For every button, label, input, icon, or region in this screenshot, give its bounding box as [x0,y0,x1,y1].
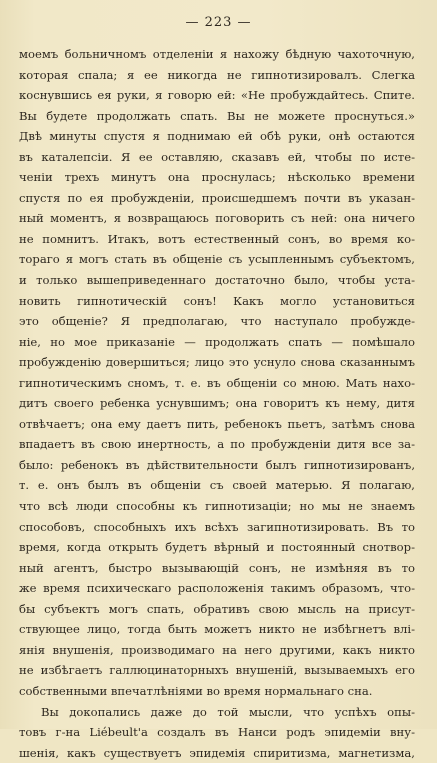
text-line: которая спала; я ее никогда не гипнотизировалъ. Слегка [19,67,415,82]
text-line: ствующее лицо, тогда быть можетъ никто не избѣгнетъ влі- [19,622,415,637]
text-line: бы субъектъ могъ спать, обративъ свою мысль на присут- [19,601,415,616]
text-line: не помнитъ. Итакъ, вотъ естественный сонъ, во время ко- [19,231,415,246]
text-line: способовъ, способныхъ ихъ всѣхъ загипнотизировать. Въ то [19,519,415,534]
text-line: Вы будете продолжать спать. Вы не можете проснуться.» [19,108,415,123]
text-line: было: ребенокъ въ дѣйствительности былъ гипнотизированъ, [19,457,415,472]
text-line: шенія, какъ существуетъ эпидемія спиритизма, магнетизма, [19,745,415,760]
text-line: собственными впечатлѣніями во время нормальнаго сна. [19,683,373,698]
text-line: коснувшись ея руки, я говорю ей: «Не пробуждайтесь. Спите. [19,88,415,103]
body-text [19,44,415,763]
text-line: ченіи трехъ минутъ она проснулась; нѣсколько времени [19,170,415,185]
text-line: отвѣчаетъ; она ему даетъ пить, ребенокъ пьетъ, затѣмъ снова [19,416,415,431]
text-line: и только вышеприведеннаго достаточно было, чтобы уста- [19,273,415,288]
text-line: тораго я могъ стать въ общеніе съ усыпленнымъ субъектомъ, [19,252,415,267]
text-line: т. е. онъ былъ въ общеніи съ своей матерью. Я полагаю, [19,478,415,493]
text-line: что всѣ люди способны къ гипнотизаціи; но мы не знаемъ [19,499,415,514]
text-line: не избѣгаетъ галлюцинаторныхъ внушеній, вызываемыхъ его [19,663,415,678]
text-line: время, когда открыть будетъ вѣрный и постоянный снотвор- [19,540,415,555]
text-line: новить гипнотическій сонъ! Какъ могло установиться [19,293,415,308]
page-number: — 223 — [185,15,252,30]
text-line: же время психическаго расположенія такимъ образомъ, что- [19,581,415,596]
text-line: моемъ больничномъ отделеніи я нахожу бѣдную чахоточную, [19,47,415,61]
text-line: дитъ своего ребенка уснувшимъ; она говоритъ къ нему, дитя [19,396,415,411]
text-line: ніе, но мое приказаніе — продолжать спать — помѣшало [19,334,415,349]
text-line: янія внушенія, производимаго на него другими, какъ никто [19,642,415,657]
text-line: товъ г-на Liébeult'а создалъ въ Нанси родъ эпидеміи вну- [19,725,415,740]
text-line: гипнотическимъ сномъ, т. е. въ общеніи со мною. Мать нахо- [19,375,415,390]
text-line: это общеніе? Я предполагаю, что наступало пробужде- [19,314,415,329]
text-line: въ каталепсіи. Я ее оставляю, сказавъ ей, чтобы по исте- [19,149,415,164]
text-line: пробужденію довершиться; лицо это уснуло снова сказаннымъ [19,355,415,370]
text-line: спустя по ея пробужденіи, происшедшемъ почти въ указан- [19,190,415,205]
text-line: ный моментъ, я возвращаюсь поговорить съ ней: она ничего [19,211,415,226]
text-line: ный агентъ, быстро вызывающій сонъ, не измѣняя въ то [19,560,415,575]
text-line: впадаетъ въ свою инертность, а по пробужденіи дитя все за- [19,437,415,452]
text-line: Вы докопались даже до той мысли, что успѣхъ опы- [41,704,415,719]
text-line: Двѣ минуты спустя я поднимаю ей обѣ руки, онѣ остаются [19,129,415,144]
